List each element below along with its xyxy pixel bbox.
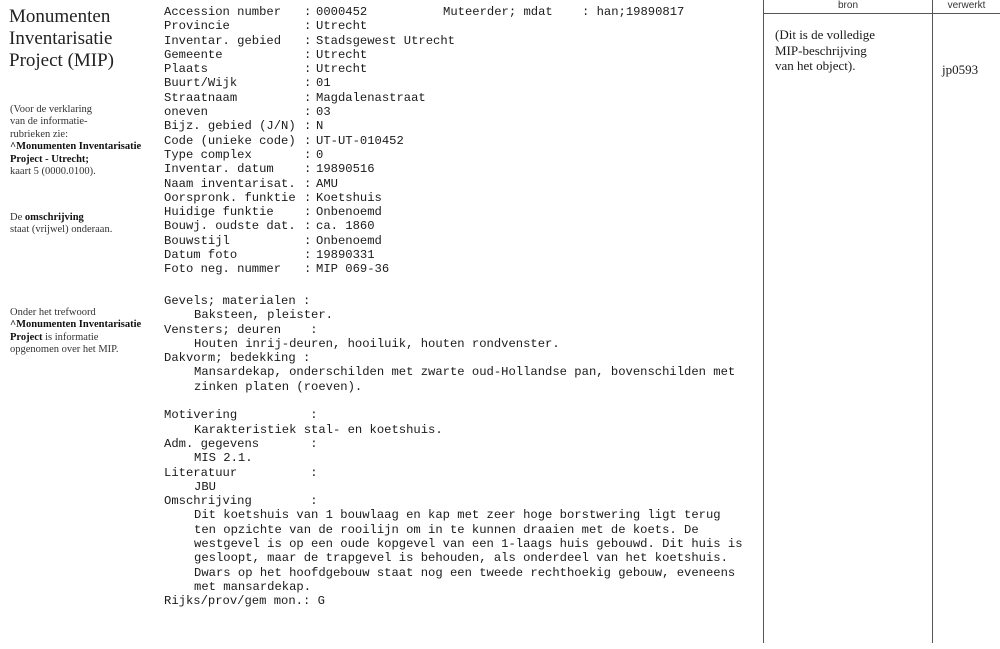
field-row xyxy=(164,234,455,248)
adm-body: MIS 2.1. xyxy=(194,451,253,466)
field-value: Utrecht xyxy=(316,19,368,34)
field-row xyxy=(164,76,455,90)
field-value: Utrecht xyxy=(316,62,368,77)
field-value: UT-UT-010452 xyxy=(316,133,404,148)
verwerkt-header: verwerkt xyxy=(947,0,986,11)
description-note-bold: omschrijving xyxy=(24,212,84,223)
field-label: Straatnaam xyxy=(164,90,238,105)
field-value: 0000452 xyxy=(316,5,368,19)
field-separator: : xyxy=(304,33,312,48)
field-row xyxy=(164,219,455,233)
field-separator: : xyxy=(304,62,312,77)
field-row xyxy=(164,248,455,262)
mutation-info: Muteerder; mdat : han;19890817 xyxy=(443,5,685,19)
field-row xyxy=(164,191,455,205)
keyword-note-bold: ^Monumenten Inventarisatie Project xyxy=(10,319,142,343)
field-row xyxy=(164,162,455,176)
field-separator: : xyxy=(304,90,312,105)
field-value: AMU xyxy=(316,176,338,191)
gevels-body: Baksteen, pleister. xyxy=(194,308,333,323)
field-row xyxy=(164,19,455,33)
field-value: Onbenoemd xyxy=(316,205,382,220)
field-row xyxy=(164,119,455,133)
dakvorm-heading: Dakvorm; bedekking : xyxy=(164,351,311,366)
field-label: Buurt/Wijk xyxy=(164,76,238,91)
field-separator: : xyxy=(304,105,312,120)
field-separator: : xyxy=(304,248,312,263)
field-separator: : xyxy=(304,262,312,277)
gevels-heading: Gevels; materialen : xyxy=(164,294,311,308)
field-label: Bouwstijl xyxy=(164,233,230,248)
spacer xyxy=(164,394,764,408)
legend-note-card: kaart 5 (0000.0100). xyxy=(10,166,96,178)
adm-heading: Adm. gegevens : xyxy=(164,436,318,451)
table-header-rule xyxy=(763,13,1000,14)
project-title xyxy=(9,6,159,72)
field-label: Oorspronk. funktie xyxy=(164,190,296,205)
field-row xyxy=(164,177,455,191)
description-note-text: De xyxy=(10,212,25,223)
field-label: Bijz. gebied (J/N) xyxy=(164,119,296,134)
field-label: Naam inventarisat. xyxy=(164,176,296,191)
field-row xyxy=(164,134,455,148)
field-value: 03 xyxy=(316,105,331,120)
vensters-body: Houten inrij-deuren, hooiluik, houten rondvenster. xyxy=(194,336,560,351)
field-label: Code (unieke code) xyxy=(164,133,296,148)
field-row xyxy=(164,48,455,62)
field-value: N xyxy=(316,119,324,134)
field-separator: : xyxy=(304,5,312,19)
field-separator: : xyxy=(304,119,312,134)
table-divider xyxy=(932,0,933,643)
motivering-heading: Motivering : xyxy=(164,408,318,423)
field-label: Inventar. gebied xyxy=(164,33,282,48)
field-separator: : xyxy=(304,133,312,148)
field-value: Magdalenastraat xyxy=(316,90,426,105)
field-separator: : xyxy=(304,162,312,177)
verwerkt-text: jp0593 xyxy=(942,62,979,77)
table-divider xyxy=(763,0,764,643)
legend-note-ref: ^Monumenten Inventarisatie Project - Utrecht; xyxy=(10,141,142,165)
field-value: Koetshuis xyxy=(316,190,382,205)
left-column xyxy=(9,6,159,72)
field-value: 0 xyxy=(316,147,324,162)
field-row xyxy=(164,105,455,119)
field-separator: : xyxy=(304,76,312,91)
field-row xyxy=(164,205,455,219)
field-separator: : xyxy=(304,219,312,234)
field-value: ca. 1860 xyxy=(316,219,375,234)
field-list xyxy=(164,5,455,277)
field-label: Huidige funktie xyxy=(164,205,274,220)
field-separator: : xyxy=(304,19,312,34)
field-label: Plaats xyxy=(164,62,208,77)
description-note xyxy=(10,212,160,237)
field-label: Foto neg. nummer xyxy=(164,262,282,277)
field-row xyxy=(164,62,455,76)
field-value: Onbenoemd xyxy=(316,233,382,248)
field-row xyxy=(164,5,455,19)
field-separator: : xyxy=(304,176,312,191)
field-label: Gemeente xyxy=(164,47,223,62)
field-separator: : xyxy=(304,190,312,205)
bron-header: bron xyxy=(837,0,858,11)
omschrijving-heading: Omschrijving : xyxy=(164,494,318,509)
field-separator: : xyxy=(304,205,312,220)
description-sections xyxy=(164,294,764,609)
field-label: Provincie xyxy=(164,19,230,34)
keyword-note-text: Onder het trefwoord xyxy=(10,307,96,318)
field-label: Datum foto xyxy=(164,248,238,263)
field-value: Stadsgewest Utrecht xyxy=(316,33,455,48)
field-value: 01 xyxy=(316,76,331,91)
motivering-body: Karakteristiek stal- en koetshuis. xyxy=(194,422,443,437)
field-value: Utrecht xyxy=(316,47,368,62)
literatuur-body: JBU xyxy=(194,479,216,494)
title-line: Inventarisatie xyxy=(9,28,113,49)
bron-text: (Dit is de volledige MIP-beschrijving van het object). xyxy=(775,27,876,74)
title-line: Monumenten xyxy=(9,6,111,27)
field-label: oneven xyxy=(164,105,208,120)
vensters-heading: Vensters; deuren : xyxy=(164,322,318,337)
field-value: MIP 069-36 xyxy=(316,262,390,277)
literatuur-heading: Literatuur : xyxy=(164,465,318,480)
field-label: Inventar. datum xyxy=(164,162,274,177)
field-value: 19890331 xyxy=(316,248,375,263)
field-label: Bouwj. oudste dat. xyxy=(164,219,296,234)
description-note-rest: staat (vrijwel) onderaan. xyxy=(10,224,113,236)
field-row xyxy=(164,262,455,276)
field-label: Accession number xyxy=(164,5,282,19)
field-row xyxy=(164,91,455,105)
field-label: Type complex xyxy=(164,147,252,162)
legend-note-text: (Voor de verklaring van de informatie- rubrieken zie: xyxy=(10,104,93,140)
title-line: Project (MIP) xyxy=(9,50,115,71)
omschrijving-body: Dit koetshuis van 1 bouwlaag en kap met zeer hoge borstwering ligt terug ten opzichte van de rooilijn om in te kunnen draaien met de koets. De westgevel is op een oude kopgevel van een 1-laags huis gebouwd. Dit huis is gesloopt, maar de trapgevel is behouden, als onderdeel van het koetshuis. Dwars op het hoofdgebouw staat nog een tweede rechthoekig gebouw, eveneens met mansardekap. xyxy=(194,508,743,594)
dakvorm-body: Mansardekap, onderschilden met zwarte oud-Hollandse pan, bovenschilden met zinken platen (roeven). xyxy=(194,365,736,394)
rijks-status: Rijks/prov/gem mon.: G xyxy=(164,594,325,609)
keyword-note xyxy=(10,307,160,357)
field-separator: : xyxy=(304,47,312,62)
field-separator: : xyxy=(304,233,312,248)
field-separator: : xyxy=(304,147,312,162)
legend-note xyxy=(10,104,160,178)
field-value: 19890516 xyxy=(316,162,375,177)
field-row xyxy=(164,34,455,48)
keyword-note-rest: is informatie opgenomen over het MIP. xyxy=(10,331,119,356)
field-row xyxy=(164,148,455,162)
